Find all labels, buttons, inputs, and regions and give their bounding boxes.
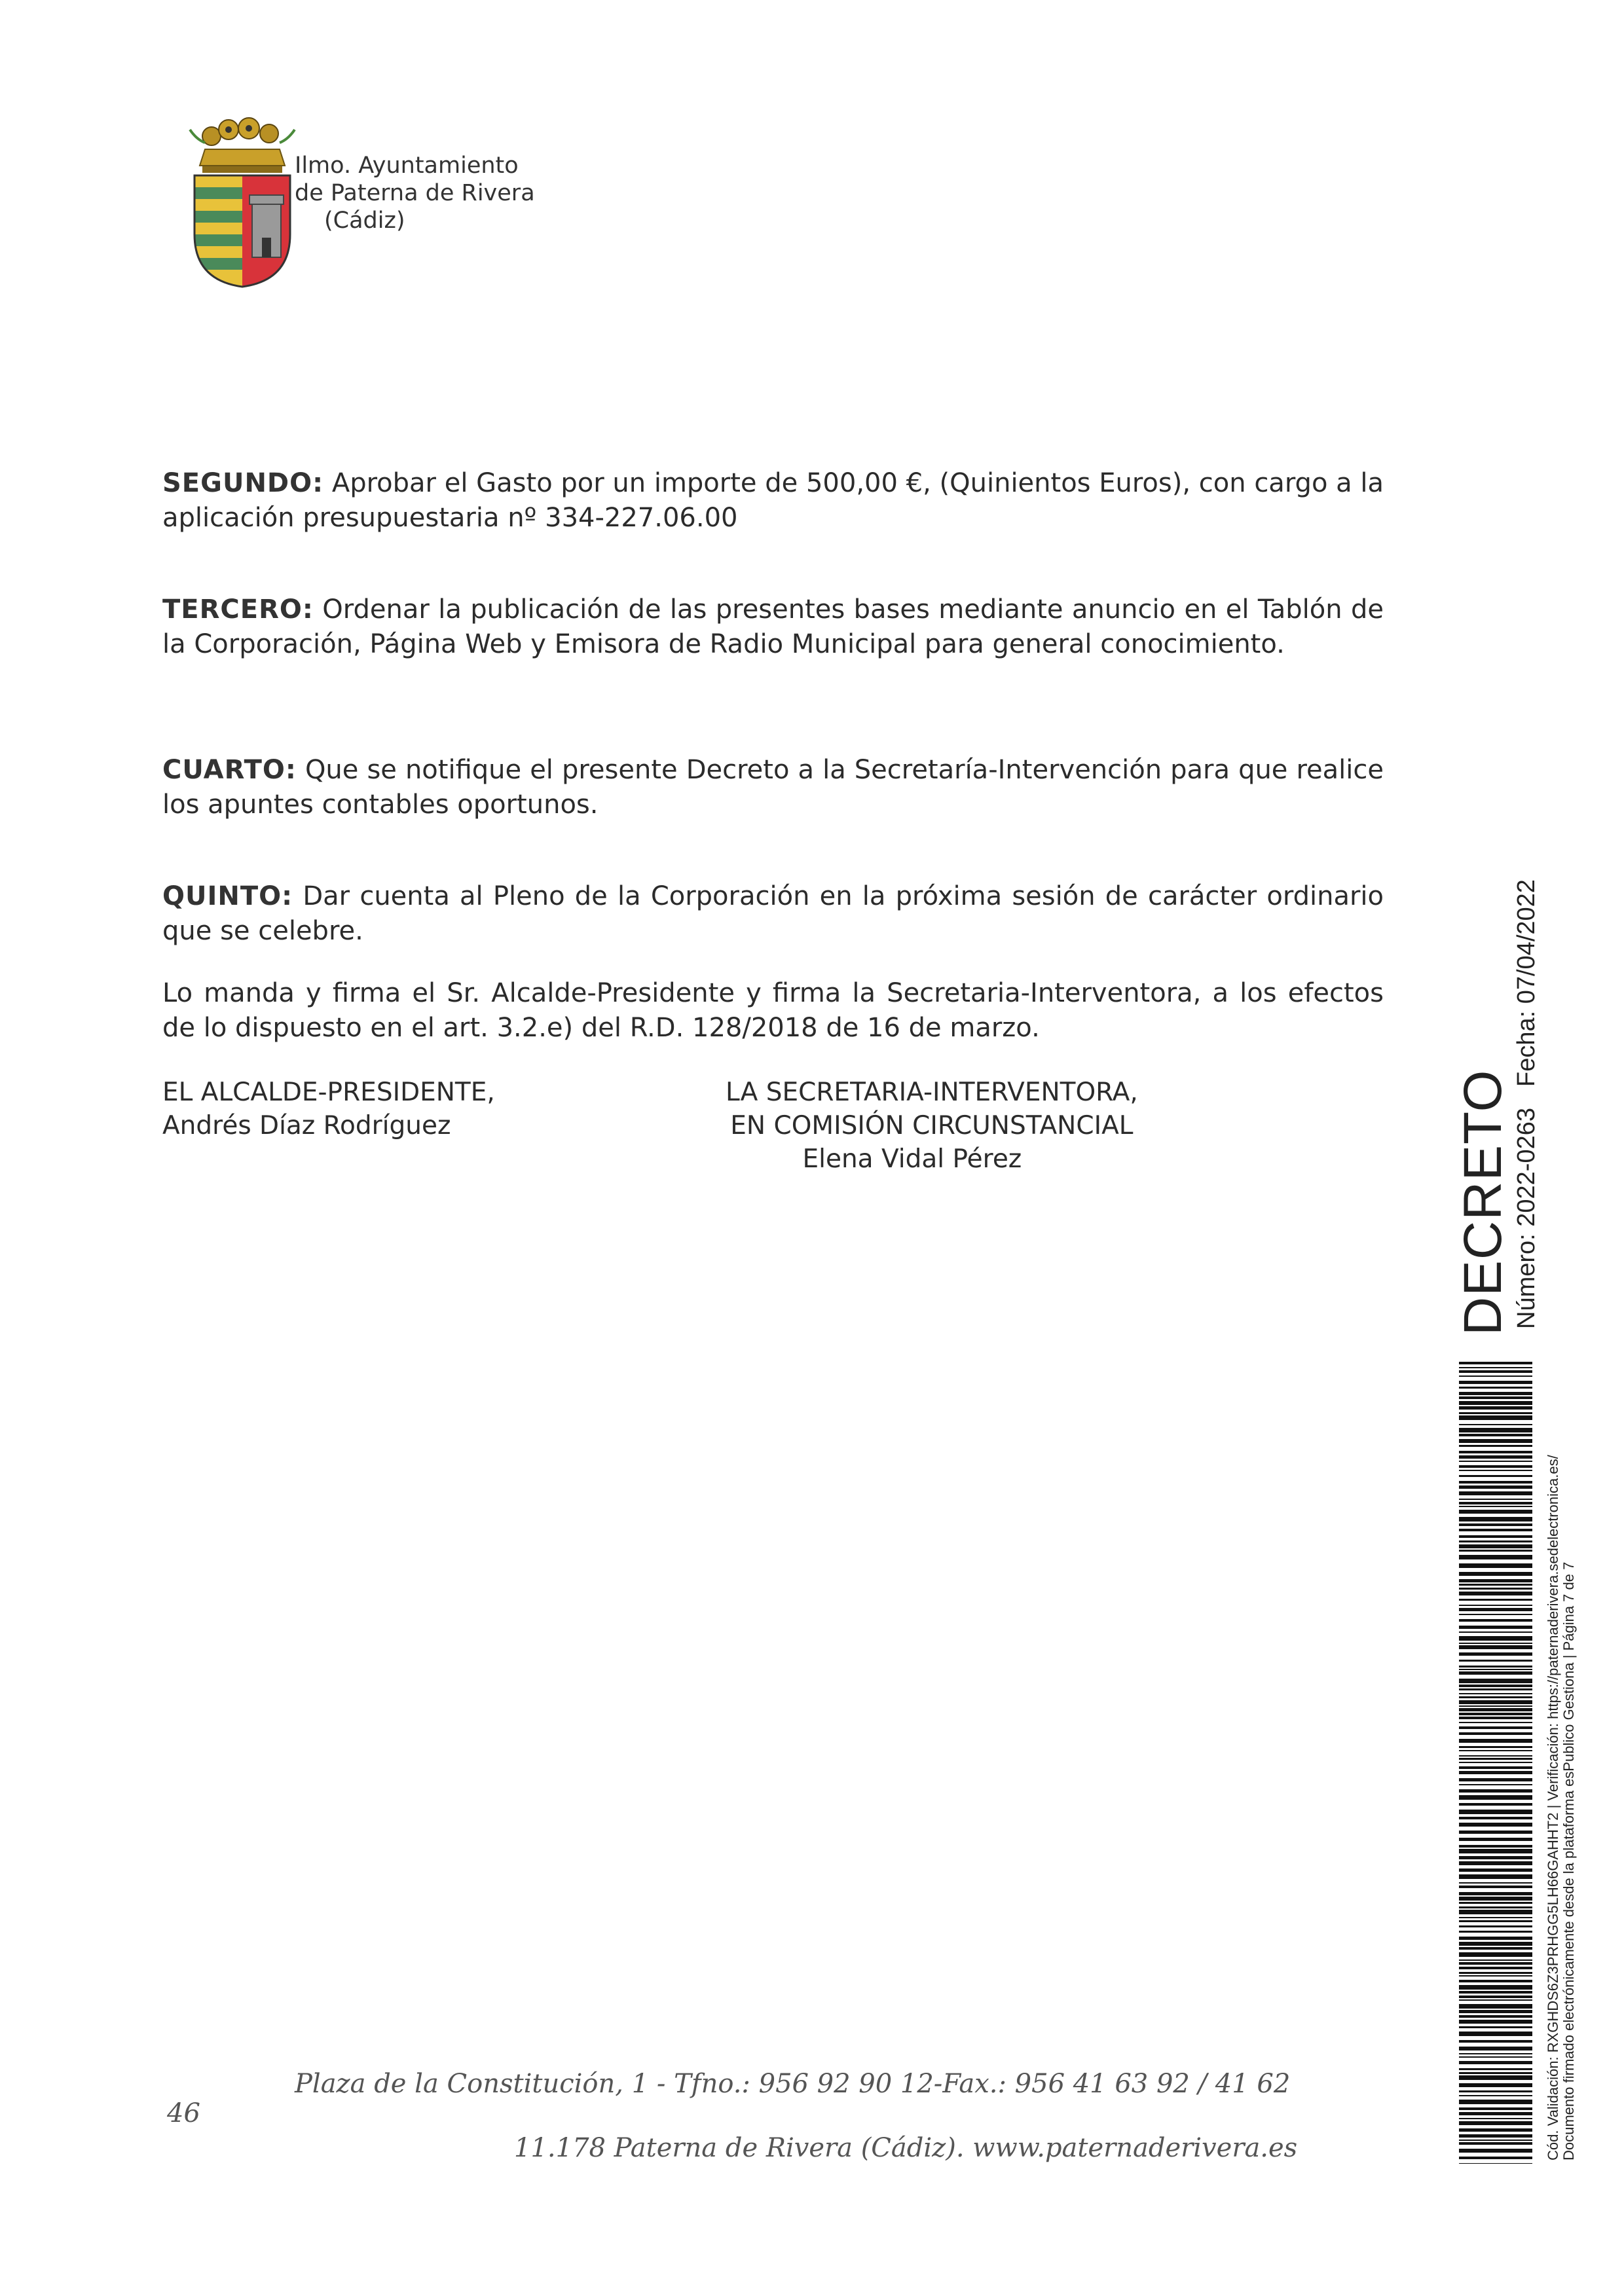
- municipal-crest-icon: [187, 110, 298, 293]
- signature-alcalde: [162, 1076, 495, 1142]
- paragraph-quinto: [162, 879, 1384, 949]
- institution-line-3: (Cádiz): [324, 208, 405, 234]
- platform-note: Documento firmado electrónicamente desde la plataforma esPublico Gestiona | Página 7 de 7: [1560, 1561, 1577, 2160]
- signature-name: Andrés Díaz Rodríguez: [162, 1111, 451, 1140]
- shield: [194, 175, 290, 287]
- paragraph-cuarto: [162, 753, 1384, 822]
- barcode-icon: [1459, 1362, 1532, 2164]
- paragraph-label: CUARTO:: [162, 755, 297, 785]
- signature-title: EL ALCALDE-PRESIDENTE,: [162, 1078, 495, 1107]
- signature-title: LA SECRETARIA-INTERVENTORA,: [726, 1078, 1138, 1107]
- paragraph-text: Dar cuenta al Pleno de la Corporación en la próxima sesión de carácter ordinario que se celebre.: [162, 881, 1384, 946]
- side-stamp-verification: [1545, 1455, 1577, 2160]
- signature-subtitle: EN COMISIÓN CIRCUNSTANCIAL: [730, 1111, 1134, 1140]
- side-stamp-date: Fecha: 07/04/2022: [1513, 879, 1540, 1087]
- paragraph-text: Que se notifique el presente Decreto a la Secretaría-Intervención para que realice los apuntes contables oportunos.: [162, 755, 1384, 820]
- verification-code: Cód. Validación: RXGHDS6Z3PRHGG5LH66GAHHT2 | Verificación: https://paternaderivera.sedelectronica.es/: [1545, 1455, 1561, 2160]
- signature-secretaria: [726, 1076, 1138, 1176]
- side-stamp-title: DECRETO: [1453, 1069, 1513, 1336]
- institution-line-1: Ilmo. Ayuntamiento: [295, 153, 519, 179]
- paragraph-label: QUINTO:: [162, 881, 293, 911]
- footer-website: 11.178 Paterna de Rivera (Cádiz). www.paternaderivera.es: [514, 2133, 1298, 2163]
- paragraph-text: Ordenar la publicación de las presentes bases mediante anuncio en el Tablón de la Corporación, Página Web y Emisora de Radio Municipal para general conocimiento.: [162, 594, 1384, 659]
- paragraph-manda: Lo manda y firma el Sr. Alcalde-Presidente y firma la Secretaria-Interventora, a los efectos de lo dispuesto en el art. 3.2.e) del R.D. 128/2018 de 16 de marzo.: [162, 978, 1384, 1043]
- institution-line-2: de Paterna de Rivera: [295, 180, 535, 206]
- page-number: 46: [167, 2098, 200, 2128]
- signature-name: Elena Vidal Pérez: [802, 1144, 1022, 1174]
- paragraph-label: SEGUNDO:: [162, 468, 324, 498]
- crown: [190, 118, 295, 173]
- footer-address: Plaza de la Constitución, 1 - Tfno.: 956 92 90 12-Fax.: 956 41 63 92 / 41 62: [295, 2069, 1291, 2099]
- side-stamp-number: Número: 2022-0263: [1513, 1108, 1540, 1329]
- paragraph-label: TERCERO:: [162, 594, 314, 625]
- institution-header: [295, 152, 535, 234]
- paragraph-tercero: [162, 592, 1384, 662]
- paragraph-text: Aprobar el Gasto por un importe de 500,00 €, (Quinientos Euros), con cargo a la aplicación presupuestaria nº 334-227.06.00: [162, 468, 1384, 533]
- paragraph-segundo: [162, 466, 1384, 536]
